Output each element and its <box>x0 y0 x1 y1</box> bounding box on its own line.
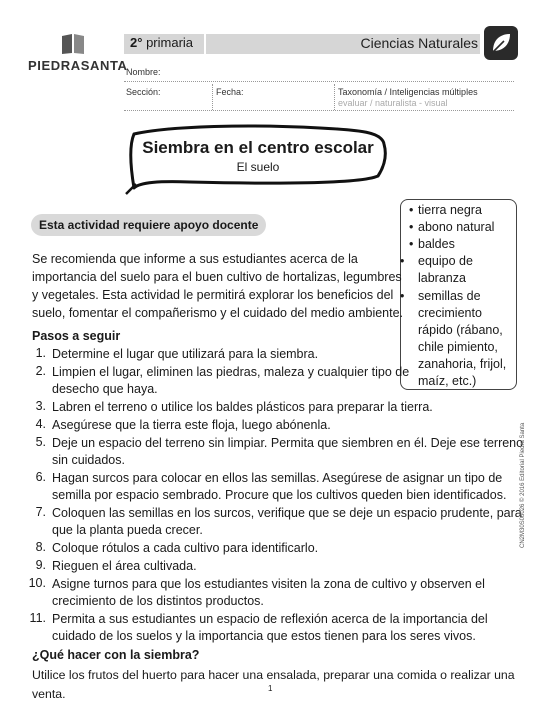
step-text: Rieguen el área cultivada. <box>52 559 197 573</box>
step-text: Deje un espacio del terreno sin limpiar. Permita que siembren en él. Deje ese terreno <box>52 436 524 450</box>
materials-box <box>400 199 517 390</box>
list-item: • baldes <box>409 237 455 251</box>
step-number: 8. <box>35 540 46 554</box>
grade-label: 2° primaria <box>130 35 194 50</box>
step-text: Determine el lugar que utilizará para la siembra. <box>52 347 319 361</box>
step-text: que la planta pueda crecer. <box>52 523 203 537</box>
subject-title: Ciencias Naturales <box>360 35 478 51</box>
page-title: Siembra en el centro escolar <box>142 138 374 157</box>
step-text: Permita a sus estudiantes un espacio de reflexión acerca de la importancia del <box>52 612 488 626</box>
question-text: Utilice los frutos del huerto para hacer una ensalada, preparar una comida o realizar una venta. <box>32 668 515 701</box>
taxonomia-sub: evaluar / naturalista - visual <box>338 98 448 108</box>
step-text: Coloquen las semillas en los surcos, verifique que se deje un espacio prudente, para <box>52 506 522 520</box>
list-item: • tierra negra <box>409 203 482 217</box>
intro-line: importancia del suelo para el buen cultivo de hortalizas, legumbres <box>32 270 402 284</box>
step-text: crecimiento de los distintos productos. <box>52 594 264 608</box>
step-text: Limpien el lugar, eliminen las piedras, maleza y cualquier tipo de <box>52 365 410 379</box>
step-text: cuidado de los suelos y la importancia que estos tienen para los seres vivos. <box>52 629 476 643</box>
seccion-line <box>124 110 514 111</box>
divider <box>212 84 213 110</box>
support-badge: Esta actividad requiere apoyo docente <box>31 214 266 236</box>
step-number: 9. <box>35 558 46 572</box>
step-text: Hagan surcos para colocar en ellos las semillas. Asegúrese de asignar un tipo de <box>52 471 503 485</box>
list-item: • abono natural <box>409 220 495 234</box>
question-heading: ¿Qué hacer con la siembra? <box>32 648 200 662</box>
seccion-label: Sección: <box>126 87 161 97</box>
nombre-line <box>124 81 514 82</box>
page-number: 1 <box>268 684 273 693</box>
list-item: • equipo de labranza <box>400 254 473 285</box>
intro-line: Se recomienda que informe a sus estudiantes acerca de la <box>32 252 358 266</box>
copyright-code: CN2M30S08026 © 2016 Editorial Piedra Santa <box>520 422 526 548</box>
step-text: Asegúrese que la tierra este floja, luego abónenla. <box>52 418 331 432</box>
step-number: 5. <box>35 435 46 449</box>
step-number: 10. <box>28 576 46 590</box>
intro-line: y vegetales. Esta actividad le permitirá explorar los beneficios del <box>32 288 394 302</box>
publisher-logo: PIEDRASANTA <box>28 58 128 73</box>
step-text: sin cuidados. <box>52 453 125 467</box>
steps-heading: Pasos a seguir <box>32 329 121 343</box>
step-text: semilla por espacio sembrado. Procure que los cultivos queden bien identificados. <box>52 488 507 502</box>
step-text: Asigne turnos para que los estudiantes visiten la zona de cultivo y observen el <box>52 577 485 591</box>
step-number: 7. <box>35 505 46 519</box>
leaf-icon <box>484 26 518 60</box>
step-text: Labren el terreno o utilice los baldes plásticos para preparar la tierra. <box>52 400 433 414</box>
title-frame <box>120 118 396 198</box>
step-number: 6. <box>35 470 46 484</box>
divider <box>334 84 335 110</box>
step-number: 4. <box>35 417 46 431</box>
book-logo-icon <box>60 33 86 55</box>
list-item: • semillas de crecimiento rápido (rábano, chile pimiento, zanahoria, frijol, maíz, etc.) <box>400 289 507 388</box>
intro-line: suelo, fomentar el compañerismo y el cuidado del medio ambiente. <box>32 306 404 320</box>
taxonomia-label: Taxonomía / Inteligencias múltiples <box>338 87 478 97</box>
step-text: desecho que haya. <box>52 382 158 396</box>
step-number: 11. <box>29 611 46 625</box>
step-text: Coloque rótulos a cada cultivo para identificarlo. <box>52 541 319 555</box>
page-subtitle: El suelo <box>236 160 280 174</box>
nombre-label: Nombre: <box>126 67 161 77</box>
fecha-label: Fecha: <box>216 87 244 97</box>
step-number: 1. <box>35 346 46 360</box>
step-number: 2. <box>35 364 46 378</box>
step-number: 3. <box>35 399 46 413</box>
